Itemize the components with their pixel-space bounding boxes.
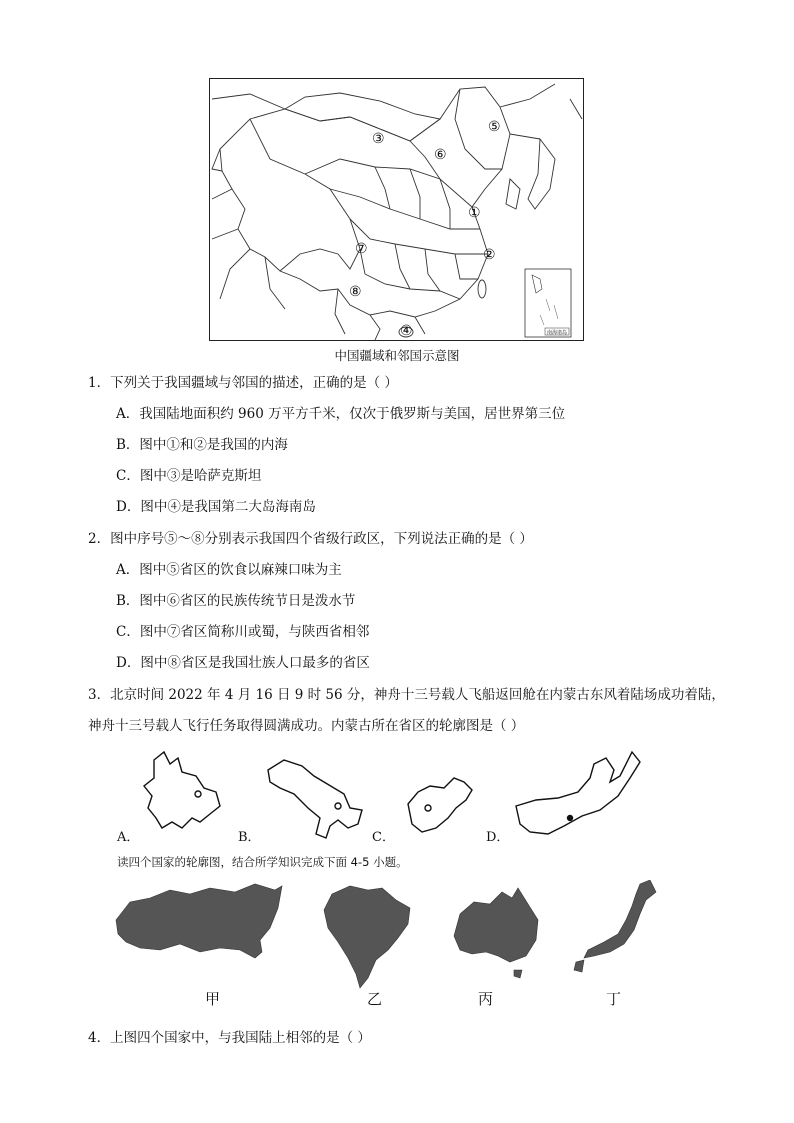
outline-a	[144, 752, 220, 828]
silhouette-bing-tasmania	[514, 970, 522, 978]
inset-label: 南海诸岛	[547, 330, 568, 336]
q1-option-c: C．图中③是哈萨克斯坦	[116, 468, 262, 484]
marker-3: ③	[372, 131, 385, 147]
q2-option-b: B．图中⑥省区的民族传统节日是泼水节	[116, 593, 356, 609]
china-map	[209, 78, 584, 341]
country-silhouettes	[110, 880, 690, 1010]
q3-option-c-label: C．	[372, 830, 395, 845]
marker-1: ①	[468, 205, 481, 221]
q2-option-c: C．图中⑦省区简称川或蜀，与陕西省相邻	[116, 624, 370, 640]
silhouette-bing	[454, 888, 538, 962]
silhouette-ding	[584, 880, 656, 958]
marker-7: ⑦	[355, 241, 368, 257]
country-label-bing: 丙	[478, 990, 494, 1008]
q3-option-d-label: D．	[486, 830, 510, 845]
question-3-stem-line2: 神舟十三号载人飞行任务取得圆满成功。内蒙古所在省区的轮廓图是（ ）	[88, 718, 525, 734]
q2-option-d: D．图中⑧省区是我国壮族人口最多的省区	[116, 655, 370, 671]
country-label-yi: 乙	[367, 990, 383, 1008]
silhouette-ding-kyushu	[574, 960, 584, 972]
q1-option-d: D．图中④是我国第二大岛海南岛	[116, 499, 316, 515]
silhouette-jia	[116, 884, 282, 958]
question-4-stem: 4．上图四个国家中，与我国陆上相邻的是（ ）	[88, 1030, 371, 1046]
map-caption: 中国疆域和邻国示意图	[334, 348, 460, 363]
country-label-ding: 丁	[606, 990, 622, 1008]
question-2-stem: 2．图中序号⑤～⑧分别表示我国四个省级行政区，下列说法正确的是（ ）	[88, 531, 533, 547]
q2-option-a: A．图中⑤省区的饮食以麻辣口味为主	[116, 562, 342, 578]
countries-note: 读四个国家的轮廓图，结合所学知识完成下面 4-5 小题。	[117, 855, 408, 869]
marker-2: ②	[483, 247, 496, 263]
marker-6: ⑥	[434, 147, 447, 163]
outline-c	[408, 778, 472, 832]
marker-4: ④	[400, 323, 413, 339]
south-china-sea-inset	[525, 269, 571, 337]
q3-option-a-label: A．	[117, 830, 140, 845]
q1-option-a: A．我国陆地面积约 960 万平方千米，仅次于俄罗斯与美国，居世界第三位	[116, 406, 566, 422]
question-3-stem-line1: 3．北京时间 2022 年 4 月 16 日 9 时 56 分，神舟十三号载人飞船返回舱在内蒙古东风着陆场成功着陆，	[88, 687, 725, 703]
q1-option-b: B．图中①和②是我国的内海	[116, 437, 288, 453]
outline-d	[516, 752, 640, 834]
question-1-stem: 1．下列关于我国疆域与邻国的描述，正确的是（ ）	[88, 375, 398, 391]
marker-8: ⑧	[349, 284, 362, 300]
q3-option-b-label: B．	[238, 830, 261, 845]
china-map-drawing	[210, 79, 583, 340]
marker-5: ⑤	[488, 119, 501, 135]
outline-b	[268, 760, 362, 838]
silhouette-yi	[324, 886, 410, 988]
country-label-jia: 甲	[205, 990, 221, 1008]
